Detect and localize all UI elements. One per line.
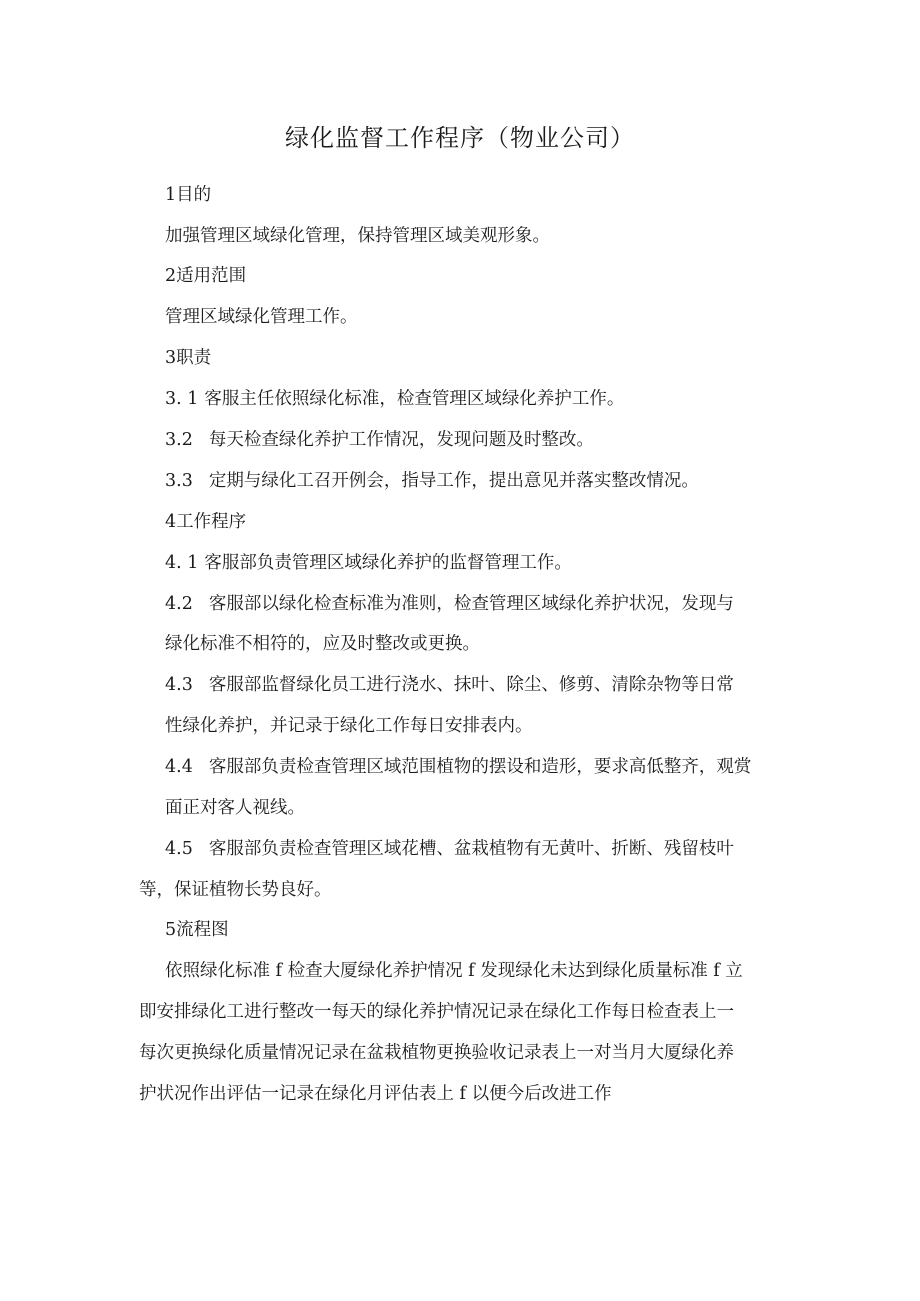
procedure-item — [165, 835, 734, 860]
flowchart-text-line: 依照绿化标准 f 检查大厦绿化养护情况 f 发现绿化未达到绿化质量标准 f 立 — [165, 961, 743, 981]
section-heading-procedure: 4工作程序 — [165, 512, 247, 532]
procedure-item-continuation: 等，保证植物长势良好。 — [139, 880, 332, 900]
section-heading-purpose: 1目的 — [165, 185, 212, 205]
procedure-item — [165, 671, 734, 696]
item-text: 客服主任依照绿化标准，检查管理区域绿化养护工作。 — [204, 389, 625, 409]
item-number: 4.5 — [165, 839, 193, 859]
item-text: 客服部负责检查管理区域范围植物的摆设和造形，要求高低整齐，观赏 — [208, 757, 752, 777]
section-text-purpose: 加强管理区域绿化管理，保持管理区域美观形象。 — [165, 226, 550, 246]
duty-item — [165, 426, 594, 451]
page-title: 绿化监督工作程序（物业公司） — [285, 124, 635, 152]
procedure-item-continuation: 面正对客人视线。 — [165, 798, 305, 818]
item-text: 客服部负责管理区域绿化养护的监督管理工作。 — [204, 553, 572, 573]
procedure-item — [165, 753, 751, 778]
section-text-scope: 管理区域绿化管理工作。 — [165, 307, 358, 327]
item-number: 4.2 — [165, 594, 193, 614]
item-text: 客服部负责检查管理区域花槽、盆栽植物有无黄叶、折断、残留枝叶 — [208, 839, 734, 859]
flowchart-text-line: 护状况作出评估一记录在绿化月评估表上 f 以便今后改进工作 — [139, 1084, 612, 1104]
flowchart-text-line: 每次更换绿化质量情况记录在盆栽植物更换验收记录表上一对当月大厦绿化养 — [139, 1043, 734, 1063]
item-number: 4.4 — [165, 757, 193, 777]
procedure-item-continuation: 性绿化养护，并记录于绿化工作每日安排表内。 — [165, 716, 533, 736]
procedure-item — [165, 549, 572, 574]
item-number: 3. 1 — [165, 389, 199, 409]
item-number: 3.3 — [165, 471, 193, 491]
item-text: 客服部以绿化检查标准为准则，检查管理区域绿化养护状况，发现与 — [208, 594, 734, 614]
procedure-item — [165, 590, 734, 615]
item-number: 4.3 — [165, 675, 193, 695]
section-heading-flowchart: 5流程图 — [165, 920, 229, 940]
item-text: 客服部监督绿化员工进行浇水、抹叶、除尘、修剪、清除杂物等日常 — [208, 675, 734, 695]
procedure-item-continuation: 绿化标准不相符的，应及时整改或更换。 — [165, 634, 480, 654]
duty-item — [165, 385, 624, 410]
item-text: 每天检查绿化养护工作情况，发现问题及时整改。 — [208, 430, 594, 450]
item-text: 定期与绿化工召开例会，指导工作，提出意见并落实整改情况。 — [208, 471, 699, 491]
duty-item — [165, 467, 699, 492]
item-number: 3.2 — [165, 430, 193, 450]
flowchart-text-line: 即安排绿化工进行整改一每天的绿化养护情况记录在绿化工作每日检查表上一 — [139, 1002, 734, 1022]
section-heading-scope: 2适用范围 — [165, 266, 247, 286]
section-heading-duties: 3职责 — [165, 348, 212, 368]
item-number: 4. 1 — [165, 553, 199, 573]
